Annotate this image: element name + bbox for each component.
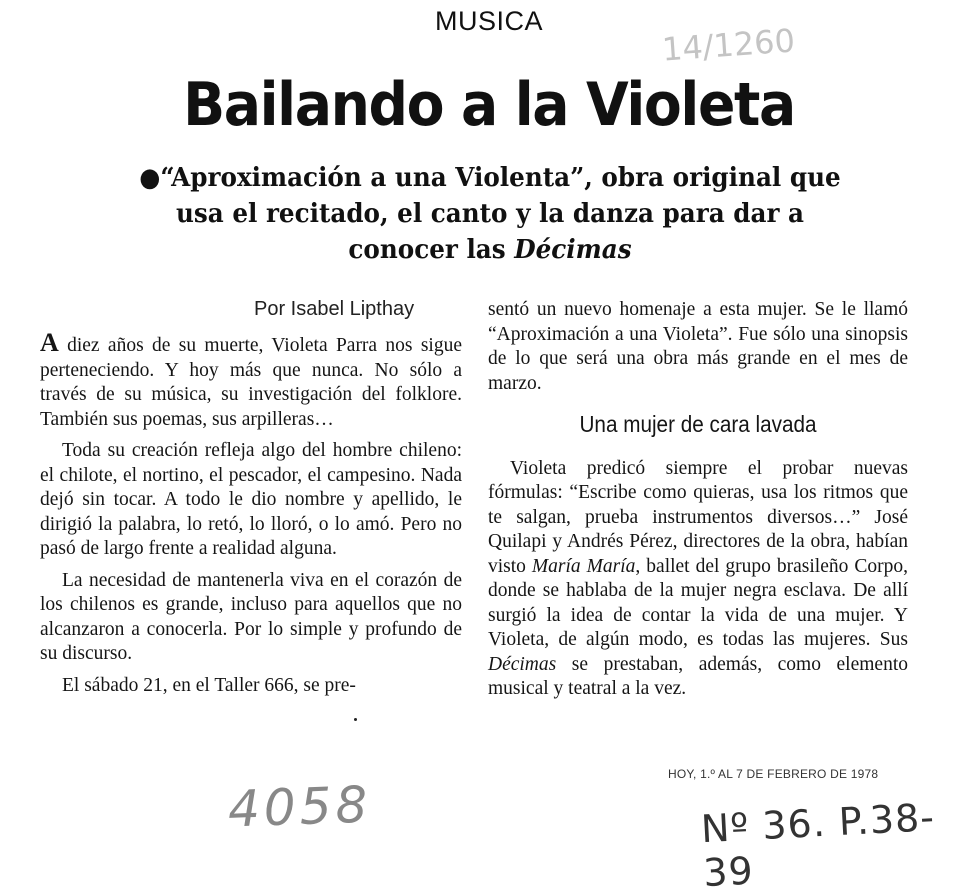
paragraph: La necesidad de mantenerla viva en el corazón de los chilenos es grande, incluso para aquellos que no alcanzaron a conocerla. Por lo simple y profundo de su discurso. (40, 569, 462, 664)
byline: Por Isabel Lipthay (254, 298, 415, 320)
dropcap: A (40, 328, 59, 357)
italic-text: María María (531, 555, 636, 577)
print-speck (354, 718, 357, 721)
paragraph: El sábado 21, en el Taller 666, se pre- (62, 674, 356, 696)
publication-footer: HOY, 1.º AL 7 DE FEBRERO DE 1978 (668, 767, 879, 781)
paragraph-text: , ballet del grupo brasileño Corpo, donde se hablaba de la mujer negra esclava. De allí surgió la idea de contar la vida de una mujer. Y Violeta, de algún modo, es todas las mujeres. Sus (488, 555, 908, 650)
left-column (40, 328, 462, 698)
section-subtitle: Una mujer de cara lavada (579, 411, 817, 437)
subhead-italic: Décimas (514, 234, 632, 265)
section-label: MUSICA (434, 6, 543, 36)
italic-text: Décimas (488, 653, 557, 675)
subhead-text: “Aproximación a una Violenta”, obra original que usa el recitado, el canto y la danza para dar a conocer las (160, 162, 841, 265)
handwritten-note-bottom-left: 4058 (227, 775, 373, 839)
right-column (488, 298, 908, 702)
handwritten-note-top: 14/1260 (660, 21, 797, 69)
paragraph-text: diez años de su muerte, Violeta Parra nos sigue perteneciendo. Y hoy más que nunca. No sólo a través de su música, su investigación del folklore. También sus poemas, sus arpilleras… (40, 335, 462, 430)
paragraph-text: se prestaban, además, como elemento musical y teatral a la vez. (488, 653, 908, 699)
handwritten-note-bottom-right: Nº 36. P.38-39 (699, 795, 936, 895)
subheadline (123, 160, 858, 268)
paragraph (40, 328, 462, 432)
paragraph: Toda su creación refleja algo del hombre chileno: el chilote, el nortino, el pescador, el campesino. Nada dejó sin tocar. A todo le dio nombre y apellido, le dirigió la palabra, lo retó, lo lloró, o lo amó. Pero no pasó de largo frente a realidad alguna. (40, 440, 462, 559)
paragraph (488, 457, 908, 702)
bullet-icon: ● (139, 163, 161, 193)
paragraph-text: Violeta predicó siempre el probar nuevas fórmulas: “Escribe como quieras, usa los ritmos que te salgan, prueba instrumentos diversos…” José Quilapi y Andrés Pérez, directores de la obra, habían visto (488, 457, 908, 577)
paragraph: sentó un nuevo homenaje a esta mujer. Se le llamó “Aproximación a una Violeta”. Fue sólo una sinopsis de lo que será una obra más grande en el mes de marzo. (488, 299, 908, 394)
headline: Bailando a la Violeta (183, 70, 795, 140)
